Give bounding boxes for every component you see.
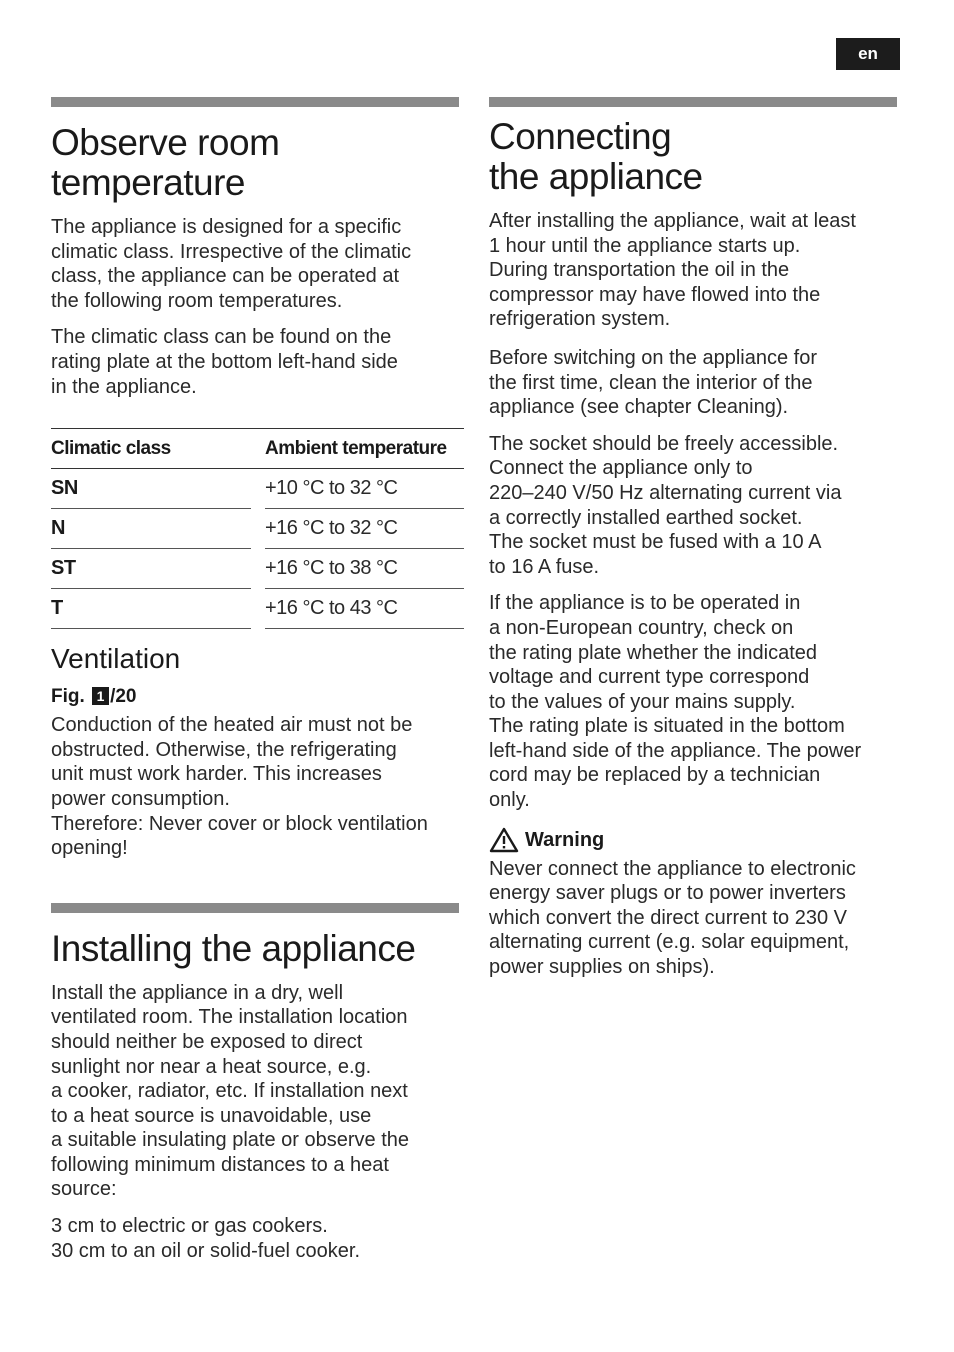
observe-paragraph-1: The appliance is designed for a specific climatic class. Irrespective of the climatic class, the appliance can be operated at the following room temperatures. <box>51 216 412 312</box>
section-rule <box>51 97 459 107</box>
connecting-paragraph-4: If the appliance is to be operated in a non-European country, check on the rating plate whether the indicated voltage and current type correspond to the values of your mains supply. The rating plate is situated in the bottom left-hand side of the appliance. The power cord may be replaced by a technician only. <box>489 592 862 812</box>
ventilation-heading: Ventilation <box>51 643 181 675</box>
installing-paragraph-1: Install the appliance in a dry, well ventilated room. The installation location should neither be exposed to direct sunlight nor near a heat source, e.g. a cooker, radiator, etc. If installation next to a heat source is unavoidable, use a suitable insulating plate or observe the following minimum distances to a heat source: <box>51 981 410 1201</box>
installing-heading: Installing the appliance <box>51 927 416 969</box>
warning-heading: Warning <box>489 827 903 853</box>
climatic-class-table <box>51 428 464 629</box>
connecting-paragraph-2: Before switching on the appliance for the first time, clean the interior of the appliance (see chapter Cleaning). <box>489 346 817 419</box>
warning-paragraph: Never connect the appliance to electronic energy saver plugs or to power inverters which convert the direct current to 230 V alternating current (e.g. solar equipment, power supplies on ships). <box>489 857 856 979</box>
warning-triangle-icon <box>489 827 519 853</box>
observe-room-temperature-heading: Observe room temperature <box>51 122 280 203</box>
table-header-row <box>51 429 464 469</box>
left-column <box>51 97 461 1263</box>
language-badge: en <box>836 38 900 70</box>
right-column <box>489 97 903 980</box>
figure-number-box: 1 <box>92 687 109 705</box>
table-row: ST +16 °C to 38 °C <box>51 549 464 589</box>
header-climatic-class: Climatic class <box>51 429 251 469</box>
table-row: SN +10 °C to 32 °C <box>51 469 464 509</box>
ventilation-paragraph: Conduction of the heated air must not be obstructed. Otherwise, the refrigerating unit must work harder. This increases power consumption. Therefore: Never cover or block ventilation opening! <box>51 714 428 860</box>
header-ambient-temperature: Ambient temperature <box>265 429 464 469</box>
table-row: T +16 °C to 43 °C <box>51 589 464 629</box>
observe-paragraph-2: The climatic class can be found on the rating plate at the bottom left-hand side in the appliance. <box>51 326 398 398</box>
table-row: N +16 °C to 32 °C <box>51 509 464 549</box>
figure-reference: Fig. 1 /20 <box>51 686 137 708</box>
section-rule <box>489 97 897 107</box>
connecting-paragraph-1: After installing the appliance, wait at least 1 hour until the appliance starts up. During transportation the oil in the compressor may have flowed into the refrigeration system. <box>489 210 856 331</box>
connecting-paragraph-3: The socket should be freely accessible. Connect the appliance only to 220–240 V/50 Hz alternating current via a correctly installed earthed socket. The socket must be fused with a 10 A to 16 A fuse. <box>489 432 842 578</box>
connecting-heading: Connecting the appliance <box>489 116 703 197</box>
section-rule <box>51 903 459 913</box>
installing-paragraph-2: 3 cm to electric or gas cookers. 30 cm to an oil or solid-fuel cooker. <box>51 1215 361 1262</box>
